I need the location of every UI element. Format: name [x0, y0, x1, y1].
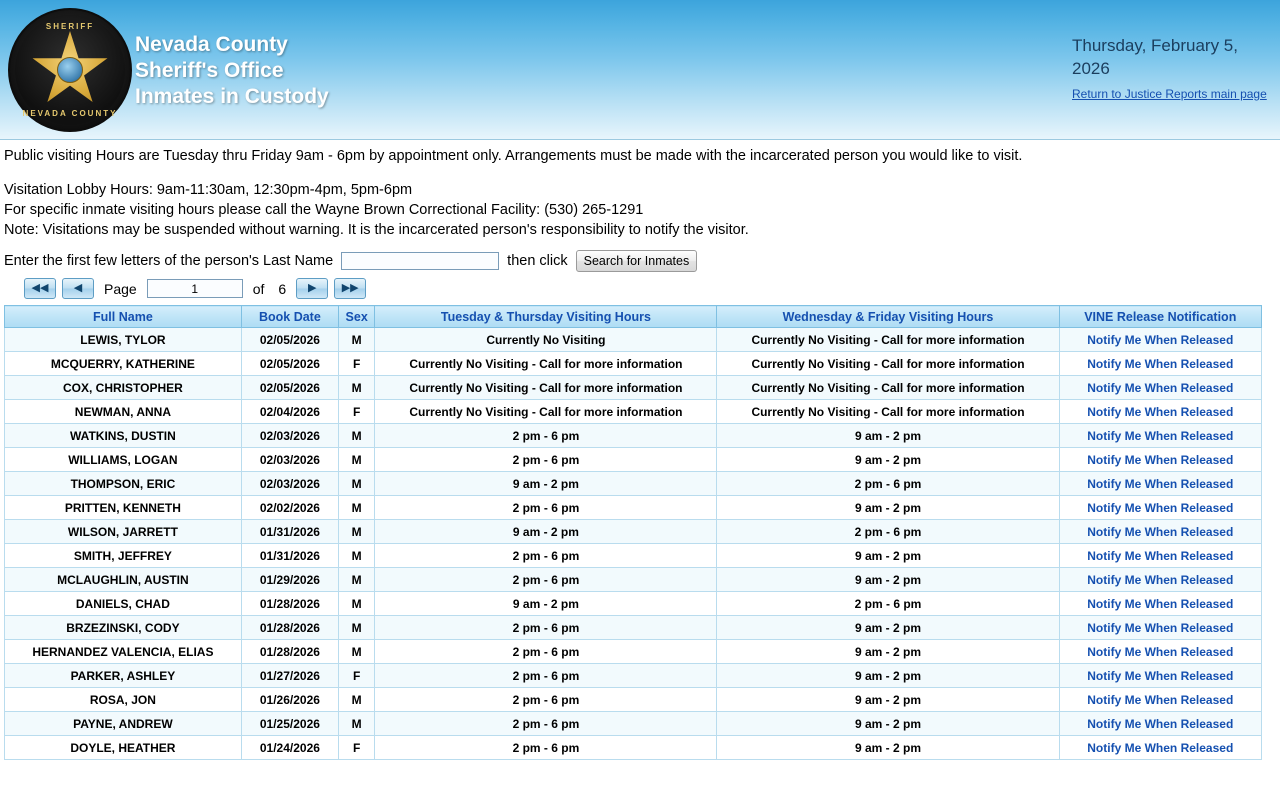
cell-tue-thu-hours: Currently No Visiting - Call for more information	[375, 376, 717, 400]
column-header-book-date[interactable]: Book Date	[241, 306, 338, 328]
cell-full-name: MCQUERRY, KATHERINE	[5, 352, 242, 376]
cell-sex: F	[338, 736, 374, 760]
badge-top-text: SHERIFF	[45, 22, 95, 31]
cell-book-date: 01/31/2026	[241, 520, 338, 544]
cell-sex: F	[338, 664, 374, 688]
cell-tue-thu-hours: 9 am - 2 pm	[375, 592, 717, 616]
notify-me-when-released-link[interactable]: Notify Me When Released	[1087, 692, 1234, 707]
notice-spacer	[4, 166, 1276, 180]
table-row	[5, 568, 1262, 592]
table-row	[5, 712, 1262, 736]
cell-wed-fri-hours: 9 am - 2 pm	[717, 688, 1059, 712]
cell-wed-fri-hours: Currently No Visiting - Call for more information	[717, 328, 1059, 352]
table-row	[5, 664, 1262, 688]
cell-vine	[1059, 568, 1261, 592]
cell-full-name: ROSA, JON	[5, 688, 242, 712]
cell-vine	[1059, 544, 1261, 568]
notify-me-when-released-link[interactable]: Notify Me When Released	[1087, 644, 1234, 659]
table-row	[5, 640, 1262, 664]
cell-full-name: HERNANDEZ VALENCIA, ELIAS	[5, 640, 242, 664]
cell-tue-thu-hours: Currently No Visiting	[375, 328, 717, 352]
notify-me-when-released-link[interactable]: Notify Me When Released	[1087, 452, 1234, 467]
cell-book-date: 02/03/2026	[241, 472, 338, 496]
cell-sex: M	[338, 712, 374, 736]
cell-wed-fri-hours: 9 am - 2 pm	[717, 496, 1059, 520]
notice-line-2: Visitation Lobby Hours: 9am-11:30am, 12:30pm-4pm, 5pm-6pm	[4, 182, 413, 198]
notify-me-when-released-link[interactable]: Notify Me When Released	[1087, 620, 1234, 635]
cell-book-date: 01/28/2026	[241, 592, 338, 616]
cell-book-date: 02/05/2026	[241, 328, 338, 352]
cell-book-date: 01/29/2026	[241, 568, 338, 592]
search-label: Enter the first few letters of the person's Last Name	[4, 253, 334, 269]
cell-tue-thu-hours: 2 pm - 6 pm	[375, 448, 717, 472]
column-header-wed-fri-hours[interactable]: Wednesday & Friday Visiting Hours	[717, 306, 1059, 328]
cell-book-date: 02/03/2026	[241, 424, 338, 448]
search-then-label: then click	[507, 253, 568, 269]
cell-book-date: 02/05/2026	[241, 376, 338, 400]
cell-sex: F	[338, 352, 374, 376]
header-right-block	[1072, 34, 1272, 102]
cell-book-date: 01/31/2026	[241, 544, 338, 568]
column-header-tue-thu-hours[interactable]: Tuesday & Thursday Visiting Hours	[375, 306, 717, 328]
cell-full-name: WILSON, JARRETT	[5, 520, 242, 544]
cell-full-name: WILLIAMS, LOGAN	[5, 448, 242, 472]
cell-tue-thu-hours: 2 pm - 6 pm	[375, 736, 717, 760]
table-row	[5, 520, 1262, 544]
notice-line-3: For specific inmate visiting hours please call the Wayne Brown Correctional Facility: (530) 265-1291	[4, 202, 644, 218]
current-date: Thursday, February 5, 2026	[1072, 36, 1238, 78]
cell-vine	[1059, 664, 1261, 688]
cell-full-name: THOMPSON, ERIC	[5, 472, 242, 496]
page-title	[135, 32, 329, 110]
notify-me-when-released-link[interactable]: Notify Me When Released	[1087, 404, 1234, 419]
cell-vine	[1059, 328, 1261, 352]
sheriff-badge-icon	[8, 8, 132, 132]
cell-vine	[1059, 496, 1261, 520]
cell-book-date: 01/24/2026	[241, 736, 338, 760]
agency-line-3: Inmates in Custody	[135, 85, 329, 108]
badge-seal-icon	[57, 57, 83, 83]
cell-vine	[1059, 520, 1261, 544]
cell-wed-fri-hours: Currently No Visiting - Call for more information	[717, 352, 1059, 376]
column-header-sex[interactable]: Sex	[338, 306, 374, 328]
previous-page-button[interactable]: ◀	[62, 278, 94, 299]
cell-wed-fri-hours: 2 pm - 6 pm	[717, 520, 1059, 544]
cell-vine	[1059, 616, 1261, 640]
cell-sex: M	[338, 616, 374, 640]
cell-tue-thu-hours: 2 pm - 6 pm	[375, 544, 717, 568]
column-header-full-name[interactable]: Full Name	[5, 306, 242, 328]
table-row	[5, 544, 1262, 568]
inmates-table	[4, 305, 1262, 760]
badge-bottom-text: NEVADA COUNTY	[22, 109, 118, 118]
table-row	[5, 688, 1262, 712]
cell-tue-thu-hours: 2 pm - 6 pm	[375, 712, 717, 736]
cell-wed-fri-hours: 2 pm - 6 pm	[717, 472, 1059, 496]
cell-vine	[1059, 640, 1261, 664]
notify-me-when-released-link[interactable]: Notify Me When Released	[1087, 524, 1234, 539]
cell-sex: M	[338, 472, 374, 496]
table-row	[5, 592, 1262, 616]
cell-book-date: 01/26/2026	[241, 688, 338, 712]
cell-full-name: DANIELS, CHAD	[5, 592, 242, 616]
cell-tue-thu-hours: 2 pm - 6 pm	[375, 424, 717, 448]
first-page-button[interactable]: ◀◀	[24, 278, 56, 299]
cell-full-name: COX, CHRISTOPHER	[5, 376, 242, 400]
cell-book-date: 02/03/2026	[241, 448, 338, 472]
cell-book-date: 01/28/2026	[241, 640, 338, 664]
cell-tue-thu-hours: Currently No Visiting - Call for more information	[375, 400, 717, 424]
table-row	[5, 328, 1262, 352]
cell-wed-fri-hours: 2 pm - 6 pm	[717, 592, 1059, 616]
cell-book-date: 02/04/2026	[241, 400, 338, 424]
cell-tue-thu-hours: 9 am - 2 pm	[375, 472, 717, 496]
total-pages-label: 6	[278, 280, 287, 297]
cell-book-date: 01/28/2026	[241, 616, 338, 640]
cell-full-name: WATKINS, DUSTIN	[5, 424, 242, 448]
cell-book-date: 02/05/2026	[241, 352, 338, 376]
cell-tue-thu-hours: 2 pm - 6 pm	[375, 640, 717, 664]
cell-full-name: DOYLE, HEATHER	[5, 736, 242, 760]
table-row	[5, 400, 1262, 424]
notify-me-when-released-link[interactable]: Notify Me When Released	[1087, 356, 1234, 371]
cell-sex: M	[338, 424, 374, 448]
table-row	[5, 736, 1262, 760]
cell-sex: M	[338, 448, 374, 472]
cell-full-name: NEWMAN, ANNA	[5, 400, 242, 424]
visiting-notices	[0, 140, 1280, 240]
agency-line-2: Sheriff's Office	[135, 59, 284, 82]
cell-tue-thu-hours: 2 pm - 6 pm	[375, 688, 717, 712]
cell-sex: F	[338, 400, 374, 424]
cell-book-date: 02/02/2026	[241, 496, 338, 520]
cell-wed-fri-hours: 9 am - 2 pm	[717, 616, 1059, 640]
cell-wed-fri-hours: 9 am - 2 pm	[717, 736, 1059, 760]
search-for-inmates-button[interactable]: Search for Inmates	[576, 250, 698, 272]
search-input[interactable]	[341, 252, 499, 270]
cell-sex: M	[338, 640, 374, 664]
cell-sex: M	[338, 568, 374, 592]
table-row	[5, 352, 1262, 376]
page-label: Page	[104, 280, 137, 297]
cell-tue-thu-hours: 2 pm - 6 pm	[375, 568, 717, 592]
of-label: of	[252, 280, 265, 297]
cell-wed-fri-hours: 9 am - 2 pm	[717, 448, 1059, 472]
cell-full-name: PAYNE, ANDREW	[5, 712, 242, 736]
cell-vine	[1059, 448, 1261, 472]
cell-vine	[1059, 424, 1261, 448]
cell-full-name: PRITTEN, KENNETH	[5, 496, 242, 520]
agency-line-1: Nevada County	[135, 33, 288, 56]
table-row	[5, 424, 1262, 448]
cell-wed-fri-hours: 9 am - 2 pm	[717, 712, 1059, 736]
cell-full-name: SMITH, JEFFREY	[5, 544, 242, 568]
cell-wed-fri-hours: 9 am - 2 pm	[717, 640, 1059, 664]
search-bar	[0, 240, 1280, 276]
notice-line-1: Public visiting Hours are Tuesday thru Friday 9am - 6pm by appointment only. Arrangements must be made with the incarcerated person you would like to visit.	[4, 148, 1023, 164]
cell-full-name: BRZEZINSKI, CODY	[5, 616, 242, 640]
next-page-button[interactable]: ▶	[296, 278, 328, 299]
notify-me-when-released-link[interactable]: Notify Me When Released	[1087, 476, 1234, 491]
table-row	[5, 616, 1262, 640]
pagination-controls	[0, 276, 1280, 305]
cell-wed-fri-hours: 9 am - 2 pm	[717, 424, 1059, 448]
notify-me-when-released-link[interactable]: Notify Me When Released	[1087, 596, 1234, 611]
cell-tue-thu-hours: 2 pm - 6 pm	[375, 664, 717, 688]
notice-line-4: Note: Visitations may be suspended without warning. It is the incarcerated person's responsibility to notify the visitor.	[4, 222, 749, 238]
cell-vine	[1059, 688, 1261, 712]
cell-wed-fri-hours: Currently No Visiting - Call for more information	[717, 400, 1059, 424]
cell-sex: M	[338, 496, 374, 520]
last-page-button[interactable]: ▶▶	[334, 278, 366, 299]
cell-tue-thu-hours: 2 pm - 6 pm	[375, 616, 717, 640]
cell-vine	[1059, 736, 1261, 760]
inmates-table-body	[5, 328, 1262, 760]
cell-vine	[1059, 376, 1261, 400]
cell-tue-thu-hours: Currently No Visiting - Call for more information	[375, 352, 717, 376]
notify-me-when-released-link[interactable]: Notify Me When Released	[1087, 716, 1234, 731]
page-header	[0, 0, 1280, 140]
cell-tue-thu-hours: 9 am - 2 pm	[375, 520, 717, 544]
table-row	[5, 376, 1262, 400]
cell-full-name: PARKER, ASHLEY	[5, 664, 242, 688]
cell-book-date: 01/27/2026	[241, 664, 338, 688]
cell-sex: M	[338, 328, 374, 352]
cell-wed-fri-hours: 9 am - 2 pm	[717, 544, 1059, 568]
cell-wed-fri-hours: 9 am - 2 pm	[717, 568, 1059, 592]
notify-me-when-released-link[interactable]: Notify Me When Released	[1087, 332, 1234, 347]
notify-me-when-released-link[interactable]: Notify Me When Released	[1087, 500, 1234, 515]
notify-me-when-released-link[interactable]: Notify Me When Released	[1087, 548, 1234, 563]
cell-sex: M	[338, 376, 374, 400]
return-to-justice-reports-link[interactable]: Return to Justice Reports main page	[1072, 87, 1267, 101]
cell-sex: M	[338, 520, 374, 544]
cell-book-date: 01/25/2026	[241, 712, 338, 736]
notify-me-when-released-link[interactable]: Notify Me When Released	[1087, 428, 1234, 443]
cell-vine	[1059, 592, 1261, 616]
cell-sex: M	[338, 688, 374, 712]
cell-wed-fri-hours: Currently No Visiting - Call for more information	[717, 376, 1059, 400]
table-row	[5, 496, 1262, 520]
cell-wed-fri-hours: 9 am - 2 pm	[717, 664, 1059, 688]
cell-tue-thu-hours: 2 pm - 6 pm	[375, 496, 717, 520]
table-row	[5, 472, 1262, 496]
notify-me-when-released-link[interactable]: Notify Me When Released	[1087, 380, 1234, 395]
table-header-row	[5, 306, 1262, 328]
column-header-vine[interactable]: VINE Release Notification	[1059, 306, 1261, 328]
notify-me-when-released-link[interactable]: Notify Me When Released	[1087, 668, 1234, 683]
page-number-input[interactable]	[147, 279, 243, 298]
table-row	[5, 448, 1262, 472]
cell-full-name: LEWIS, TYLOR	[5, 328, 242, 352]
cell-sex: M	[338, 592, 374, 616]
cell-vine	[1059, 400, 1261, 424]
cell-vine	[1059, 472, 1261, 496]
notify-me-when-released-link[interactable]: Notify Me When Released	[1087, 572, 1234, 587]
cell-vine	[1059, 712, 1261, 736]
notify-me-when-released-link[interactable]: Notify Me When Released	[1087, 740, 1234, 755]
cell-full-name: MCLAUGHLIN, AUSTIN	[5, 568, 242, 592]
cell-sex: M	[338, 544, 374, 568]
cell-vine	[1059, 352, 1261, 376]
